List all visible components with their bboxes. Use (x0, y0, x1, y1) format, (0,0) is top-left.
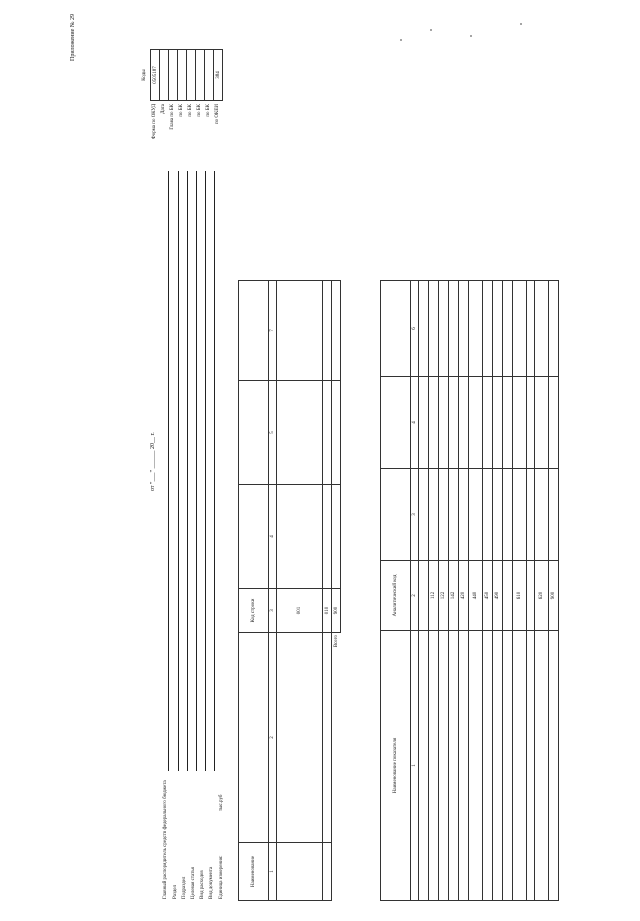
codes-box (150, 49, 223, 101)
table-row (419, 281, 429, 901)
form-code-cell: 0505187 (151, 50, 160, 101)
table-row (535, 281, 549, 901)
table-row (513, 281, 527, 901)
t1-col-num: 1 (269, 843, 277, 901)
t11-code: 112 (429, 561, 439, 631)
table-row (449, 281, 459, 901)
t1-total-label: Всего (333, 635, 339, 648)
codes-label-5: по БК (197, 104, 202, 117)
t11-col-num: 3 (411, 469, 419, 561)
t11-col-num: 6 (411, 281, 419, 377)
t11-code: 122 (439, 561, 449, 631)
t1-col-num: 7 (269, 281, 277, 381)
date-line: от "___" ______ 20__ г. (150, 432, 156, 491)
chief-label: Главный распорядитель средств федерального бюджета (163, 780, 168, 899)
t11-code (527, 561, 535, 631)
unit-label: Единица измерения: (219, 855, 224, 899)
t11-code: 420 (459, 561, 469, 631)
okei-code-cell: 384 (214, 50, 223, 101)
codes-title: Коды (142, 69, 147, 81)
section-label: Раздел (173, 884, 178, 899)
table-1-1 (380, 280, 559, 901)
t11-code (419, 561, 429, 631)
exp-type-label: Вид расходов (200, 870, 205, 899)
codes-label-6: по БК (206, 104, 211, 117)
t1-col-num: 3 (269, 589, 277, 633)
scan-speck (470, 35, 472, 37)
table-row (332, 281, 341, 901)
t1-header-code: Код строки (239, 589, 269, 633)
doc-type-label: Вид документа (209, 866, 214, 899)
t11-col-num: 1 (411, 631, 419, 901)
scan-speck (520, 23, 522, 25)
t11-code: 450 (483, 561, 493, 631)
table-row (493, 281, 503, 901)
t1-row-code: 900 (332, 589, 341, 633)
t1-col-num: 5 (269, 381, 277, 485)
t1-col-num: 2 (269, 633, 277, 843)
t1-header-name: Наименование (239, 843, 269, 901)
t11-col-num: 2 (411, 561, 419, 631)
t11-col-num: 4 (411, 377, 419, 469)
t11-header-name: Наименование показателя (381, 631, 411, 901)
codes-label-7: по ОКЕИ (215, 104, 220, 125)
t11-code: 610 (513, 561, 527, 631)
codes-label-2: Глава по БК (170, 104, 175, 130)
table-row (277, 281, 323, 901)
t1-row-code: 010 (323, 589, 332, 633)
table-row (503, 281, 513, 901)
table-1 (238, 280, 341, 901)
t11-code: 440 (469, 561, 483, 631)
codes-label-4: по БК (188, 104, 193, 117)
t11-code: 142 (449, 561, 459, 631)
appendix-number: Приложение № 29 (70, 14, 76, 61)
table-row (549, 281, 559, 901)
subsection-label: Подраздел (182, 876, 187, 899)
table-row (323, 281, 332, 901)
table-row (527, 281, 535, 901)
t11-code: 900 (549, 561, 559, 631)
target-label: Целевая статья (191, 867, 196, 899)
scan-speck (400, 39, 402, 41)
unit-value: тыс.руб (219, 794, 224, 811)
table-row (429, 281, 439, 901)
table-row (459, 281, 469, 901)
t11-code: 620 (535, 561, 549, 631)
codes-label-0: Форма по ОКУД (152, 104, 157, 140)
t11-header-code: Аналитический код (381, 561, 411, 631)
scan-speck (430, 29, 432, 31)
table-row (483, 281, 493, 901)
codes-label-1: Дата (161, 104, 166, 114)
t11-code (503, 561, 513, 631)
t1-row-code: 001 (277, 589, 323, 633)
table-row (439, 281, 449, 901)
table-row (469, 281, 483, 901)
codes-label-3: по БК (179, 104, 184, 117)
t11-code: 490 (493, 561, 503, 631)
t1-col-num: 4 (269, 485, 277, 589)
